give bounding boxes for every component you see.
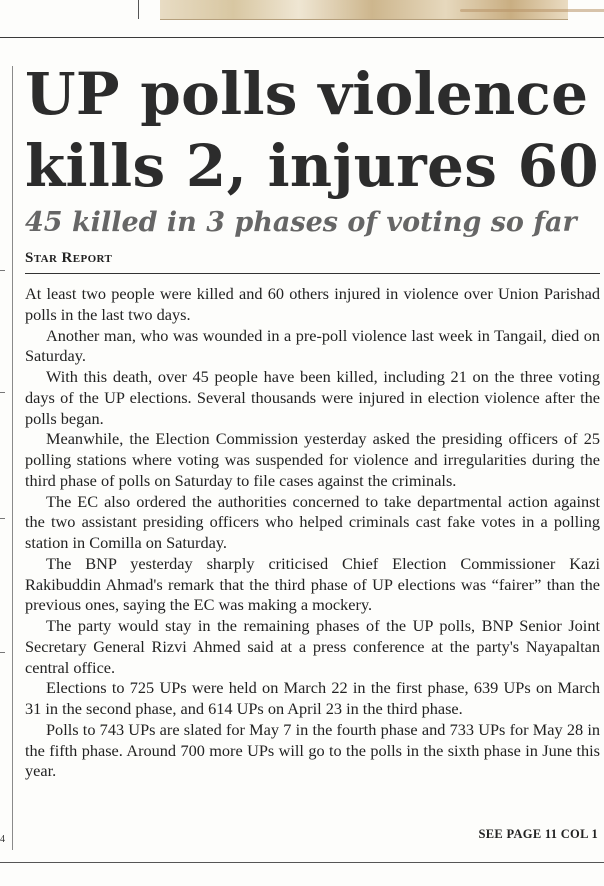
photo-detail [460,9,604,12]
byline: Star Report [25,250,113,266]
top-rule [0,37,604,38]
byline-rule [25,273,600,274]
paragraph: The EC also ordered the authorities concerned to take departmental action against the two assistant presiding officers who helped criminals cast fake votes in a polling station in Comilla on Saturday. [25,491,600,552]
adjacent-photo-crop [160,0,568,20]
paragraph: Another man, who was wounded in a pre-poll violence last week in Tangail, died on Saturday. [25,325,600,366]
paragraph: The BNP yesterday sharply criticised Chief Election Commissioner Kazi Rakibuddin Ahmad's remark that the third phase of UP elections was “fairer” than the previous ones, saying the EC was making a mockery. [25,553,600,615]
article-body [25,284,600,782]
paragraph: At least two people were killed and 60 others injured in violence over Union Parishad polls in the last two days. [25,284,600,324]
margin-tick [0,270,5,271]
paragraph: Meanwhile, the Election Commission yesterday asked the presiding officers of 25 polling stations where voting was suspended for violence and irregularities during the third phase of polls on Saturday to file cases against the criminals. [25,429,600,490]
margin-tick [0,652,5,653]
paragraph: Elections to 725 UPs were held on March 22 in the first phase, 639 UPs on March 31 in the second phase, and 614 UPs on April 23 in the third phase. [25,678,600,718]
paragraph: Polls to 743 UPs are slated for May 7 in the fourth phase and 733 UPs for May 28 in the fifth phase. Around 700 more UPs will go to the polls in the sixth phase in June this year. [25,719,600,781]
paragraph: With this death, over 45 people have been killed, including 21 on the three voting days of the UP elections. Several thousands were injured in election violence after the polls began. [25,367,600,428]
bottom-rule [0,862,604,863]
margin-tick [0,392,5,393]
column-rule [12,66,13,850]
top-strip [0,0,604,38]
margin-tick [0,518,5,519]
headline: UP polls violence kills 2, injures 60 [25,60,599,200]
subheadline: 45 killed in 3 phases of voting so far [25,207,577,238]
paragraph: The party would stay in the remaining phases of the UP polls, BNP Senior Joint Secretary General Rizvi Ahmed said at a press conference at the party's Nayapaltan central office. [25,616,600,677]
margin-page-number: 4 [0,834,5,845]
continuation-jump-line: SEE PAGE 11 COL 1 [478,827,598,841]
column-divider-tick [138,0,139,19]
